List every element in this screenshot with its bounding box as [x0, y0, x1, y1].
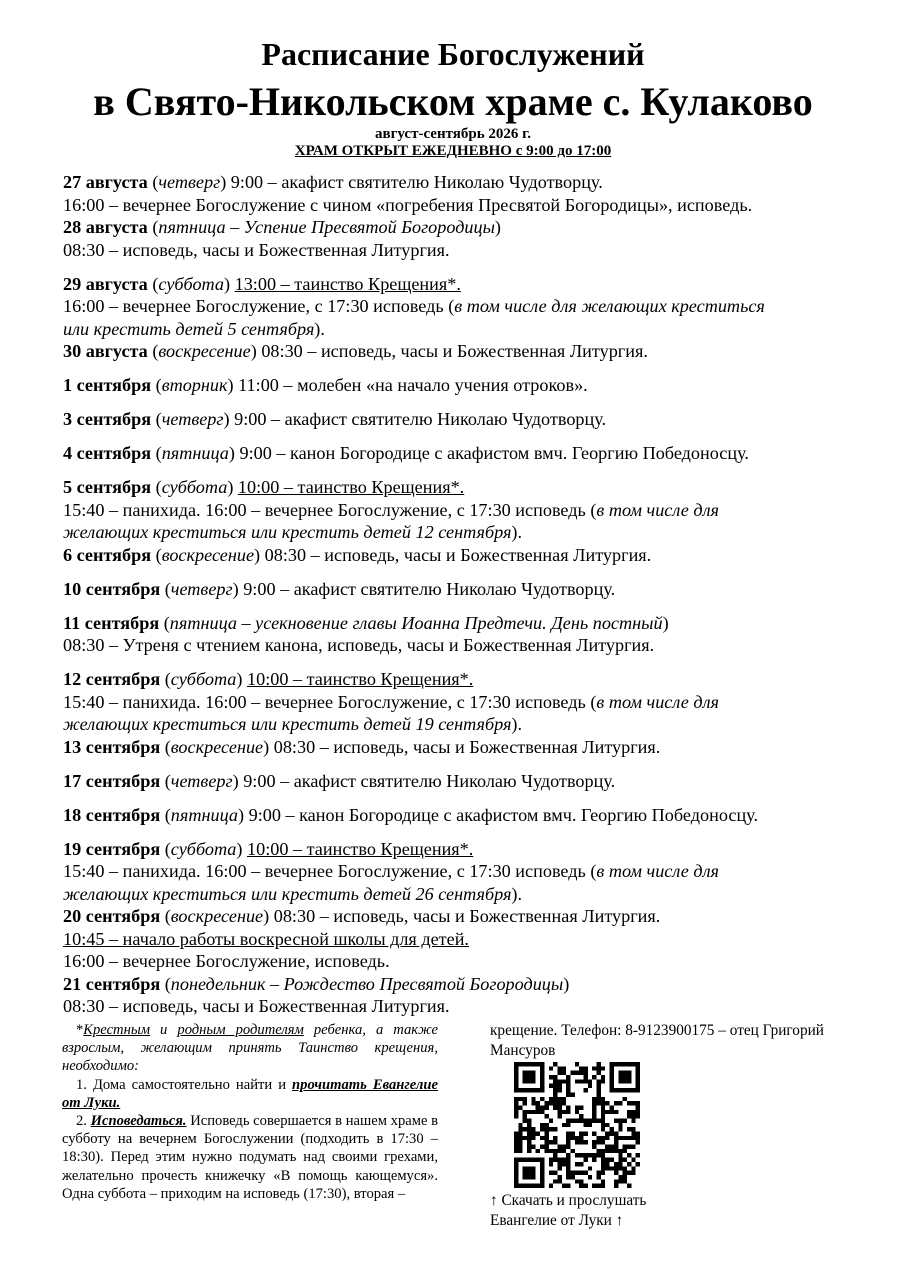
schedule-day: пятница – Успение Пресвятой Богородицы [158, 217, 495, 237]
schedule-date: 28 августа [63, 217, 148, 237]
schedule-block [63, 273, 863, 363]
footnote-star: * [76, 1022, 84, 1038]
schedule-block [63, 668, 863, 758]
schedule-text: 08:30 – исповедь, часы и Божественная Литургия. [63, 239, 450, 260]
schedule-block [63, 442, 863, 465]
schedule-day: воскресение [161, 544, 255, 565]
schedule-day: желающих креститься или крестить детей 12 сентября [63, 522, 512, 542]
schedule-highlight: 10:45 – начало работы воскресной школы для детей. [63, 928, 469, 949]
schedule-text: ( [151, 544, 162, 565]
schedule-highlight: 10:00 – таинство Крещения*. [247, 669, 474, 689]
schedule-day: четверг [158, 172, 221, 192]
schedule-text: ( [147, 341, 159, 361]
schedule-day: пятница [161, 443, 229, 463]
schedule-date: 10 сентября [63, 578, 161, 599]
schedule-text: ) 9:00 – канон Богородице с акафистом вмч. Георгию Победоносцу. [238, 804, 759, 825]
schedule-day: понедельник – Рождество Пресвятой Богородицы [170, 973, 564, 994]
schedule-line [63, 973, 863, 996]
footnote-item-2-bold: Исповедаться. [90, 1113, 187, 1130]
schedule-line [63, 691, 863, 714]
schedule-text: ) [494, 217, 501, 237]
schedule-text: ). [511, 883, 523, 904]
schedule-text: ( [160, 736, 171, 757]
schedule-line [63, 194, 863, 217]
schedule-day: пятница [170, 804, 238, 825]
schedule-line [63, 668, 863, 691]
schedule-text: 08:30 – исповедь, часы и Божественная Литургия. [63, 996, 450, 1016]
schedule-line [63, 804, 863, 827]
schedule-line [63, 578, 863, 601]
schedule-text: ) 08:30 – исповедь, часы и Божественная Литургия. [263, 736, 661, 757]
schedule-date: 27 августа [63, 172, 148, 192]
schedule-line [63, 950, 863, 973]
schedule-date: 6 сентября [63, 544, 152, 565]
schedule-block [63, 838, 863, 1018]
footnote-item-2 [62, 1112, 438, 1203]
schedule-day: в том числе для [596, 861, 719, 881]
church-name: в Свято-Никольском храме с. Кулаково [93, 79, 813, 124]
schedule-day: воскресение [158, 341, 251, 361]
schedule-text: ) 08:30 – исповедь, часы и Божественная Литургия. [250, 341, 648, 361]
schedule-line [63, 905, 863, 928]
schedule-day: четверг [161, 409, 224, 429]
schedule-text: ) 9:00 – акафист святителю Николаю Чудотворцу. [220, 172, 603, 192]
schedule-text: ) [662, 612, 669, 633]
schedule-highlight: 10:00 – таинство Крещения*. [237, 477, 465, 497]
schedule-date: 11 сентября [63, 612, 160, 633]
schedule-block [63, 804, 863, 827]
schedule-period: август-сентябрь 2026 г. [374, 126, 532, 142]
schedule-day: желающих креститься или крестить детей 26 сентября [63, 883, 512, 904]
schedule-line [63, 171, 863, 194]
schedule-block [63, 171, 863, 261]
schedule-day: в том числе для [596, 691, 719, 712]
schedule-day: суббота [158, 273, 224, 294]
schedule-line [63, 499, 863, 522]
footnote-parents: родным родителям [177, 1022, 304, 1038]
schedule-day: суббота [170, 669, 237, 689]
contact-text: крещение. Телефон: 8-9123900175 – отец Григорий Мансуров [490, 1022, 824, 1059]
schedule-day: пятница – усекновение главы Иоанна Предтечи. День постный [169, 612, 663, 633]
schedule-text: ) 11:00 – молебен «на начало учения отроков». [227, 375, 588, 395]
schedule-day: четверг [170, 578, 233, 599]
schedule-text: ( [151, 477, 162, 497]
footnote-godparents: Крестным [83, 1022, 151, 1038]
schedule-date: 30 августа [63, 341, 148, 361]
schedule-line [63, 295, 863, 318]
footnote-item-1 [62, 1076, 438, 1112]
schedule-text: ( [160, 804, 171, 825]
schedule-text: ) 08:30 – исповедь, часы и Божественная Литургия. [254, 544, 652, 565]
qr-caption-line-1: ↑ Скачать и прослушать [490, 1192, 647, 1209]
schedule-text: ( [160, 669, 171, 689]
schedule-text: ) [563, 973, 570, 994]
schedule-day: желающих креститься или крестить детей 19 сентября [63, 714, 512, 734]
schedule-text: 15:40 – панихида. 16:00 – вечернее Богослужение, с 17:30 исповедь ( [63, 861, 597, 881]
schedule-text: ( [147, 172, 159, 192]
schedule-line [63, 476, 863, 499]
schedule-text: 16:00 – вечернее Богослужение с чином «погребения Пресвятой Богородицы», исповедь. [63, 194, 753, 215]
schedule-day: вторник [161, 375, 228, 395]
schedule-line [63, 442, 863, 465]
schedule-text: 15:40 – панихида. 16:00 – вечернее Богослужение, с 17:30 исповедь ( [63, 499, 597, 520]
schedule-text: ( [160, 838, 171, 859]
footnote-item-2-text: Исповедь совершается в нашем храме в субботу на вечернем Богослужении (подходить в 17:30 – 18:30). Перед этим нужно подумать над своими грехами, желательно прочесть книжечку «В помощь кающемуся». Одна суббота – приходим на исповедь (17:30), вторая – [62, 1113, 438, 1202]
schedule-text: ) 9:00 – акафист святителю Николаю Чудотворцу. [232, 770, 616, 791]
qr-caption [490, 1191, 750, 1231]
schedule-line [63, 544, 863, 567]
schedule-date: 21 сентября [63, 973, 161, 994]
schedule-text: ) [227, 477, 238, 497]
schedule-line [63, 340, 863, 363]
opening-hours [0, 142, 906, 160]
schedule-text: ) [224, 273, 235, 294]
schedule-highlight: 10:00 – таинство Крещения*. [247, 838, 474, 859]
qr-code-icon[interactable] [514, 1062, 640, 1188]
schedule-date: 20 сентября [63, 906, 161, 926]
schedule-line [63, 860, 863, 883]
schedule-date: 5 сентября [63, 477, 152, 497]
schedule-text: 16:00 – вечернее Богослужение, исповедь. [63, 951, 390, 971]
schedule-text: ). [511, 522, 523, 542]
footnote-item-1-prefix: 1. Дома самостоятельно найти и [76, 1076, 293, 1093]
schedule-block [63, 612, 863, 657]
opening-hours-text: ХРАМ ОТКРЫТ ЕЖЕДНЕВНО с 9:00 до 17:00 [294, 143, 612, 159]
schedule-block [63, 374, 863, 397]
schedule-line [63, 736, 863, 759]
footnote-intro-rest: также взрослым, желающим принять Таинство крещения, необходимо: [62, 1022, 438, 1075]
schedule-text: ( [160, 973, 171, 994]
schedule-text: ) 08:30 – исповедь, часы и Божественная Литургия. [263, 906, 661, 926]
footnote-item-2-num: 2. [76, 1113, 91, 1130]
schedule-text: ). [511, 714, 523, 734]
schedule-line [63, 713, 863, 736]
schedule-day: четверг [170, 770, 233, 791]
schedule-line [63, 273, 863, 296]
schedule-line [63, 239, 863, 262]
qr-caption-line-2: Евангелие от Луки ↑ [490, 1212, 624, 1229]
schedule-block [63, 476, 863, 566]
schedule-text: ( [160, 578, 171, 599]
schedule-text: ). [314, 318, 325, 339]
schedule-list [63, 171, 863, 1029]
schedule-text: 08:30 – Утреня с чтением канона, исповедь, часы и Божественная Литургия. [63, 635, 655, 655]
page-title: Расписание Богослужений [261, 36, 645, 72]
schedule-text: ( [160, 770, 171, 791]
schedule-date: 17 сентября [63, 770, 161, 791]
schedule-date: 1 сентября [63, 375, 152, 395]
schedule-text: ( [151, 375, 162, 395]
schedule-line [63, 995, 863, 1018]
schedule-text: ) 9:00 – акафист святителю Николаю Чудотворцу. [223, 409, 607, 429]
schedule-day: суббота [170, 838, 237, 859]
schedule-line [63, 612, 863, 635]
footnote-child: ребенка, а [303, 1022, 384, 1038]
schedule-date: 13 сентября [63, 736, 161, 757]
baptism-footnote [62, 1021, 438, 1203]
schedule-line [63, 408, 863, 431]
schedule-day: воскресение [170, 906, 264, 926]
schedule-day: в том числе для желающих креститься [454, 296, 765, 316]
schedule-day: суббота [161, 477, 228, 497]
schedule-text: ( [159, 612, 170, 633]
schedule-day: воскресение [170, 736, 264, 757]
schedule-text: ( [151, 443, 162, 463]
schedule-text: ( [147, 273, 159, 294]
schedule-day: в том числе для [596, 499, 719, 520]
schedule-line [63, 521, 863, 544]
schedule-date: 19 сентября [63, 838, 161, 859]
schedule-block [63, 770, 863, 793]
footnote-and: и [150, 1022, 178, 1038]
schedule-line [63, 216, 863, 239]
schedule-text: ( [151, 409, 162, 429]
schedule-date: 4 сентября [63, 443, 152, 463]
schedule-text: ( [160, 906, 171, 926]
schedule-block [63, 578, 863, 601]
schedule-text: ) 9:00 – акафист святителю Николаю Чудотворцу. [232, 578, 616, 599]
schedule-text: 15:40 – панихида. 16:00 – вечернее Богослужение, с 17:30 исповедь ( [63, 691, 597, 712]
schedule-block [63, 408, 863, 431]
schedule-line [63, 374, 863, 397]
footnote-intro [62, 1021, 438, 1076]
schedule-line [63, 838, 863, 861]
schedule-date: 12 сентября [63, 669, 161, 689]
footnote-item-1-bold: прочитать Евангелие от Луки. [62, 1076, 438, 1111]
schedule-date: 3 сентября [63, 409, 152, 429]
schedule-line [63, 928, 863, 951]
schedule-line [63, 770, 863, 793]
schedule-text: ) [236, 838, 248, 859]
schedule-highlight: 13:00 – таинство Крещения*. [234, 273, 461, 294]
schedule-text: 16:00 – вечернее Богослужение, с 17:30 исповедь ( [63, 296, 455, 316]
schedule-text: ( [147, 217, 159, 237]
schedule-date: 29 августа [63, 273, 148, 294]
schedule-line [63, 883, 863, 906]
schedule-line [63, 634, 863, 657]
schedule-text: ) 9:00 – канон Богородице с акафистом вмч. Георгию Победоносцу. [228, 443, 749, 463]
schedule-text: ) [236, 669, 248, 689]
schedule-date: 18 сентября [63, 804, 161, 825]
schedule-line [63, 318, 863, 341]
schedule-day: или крестить детей 5 сентября [63, 318, 315, 339]
